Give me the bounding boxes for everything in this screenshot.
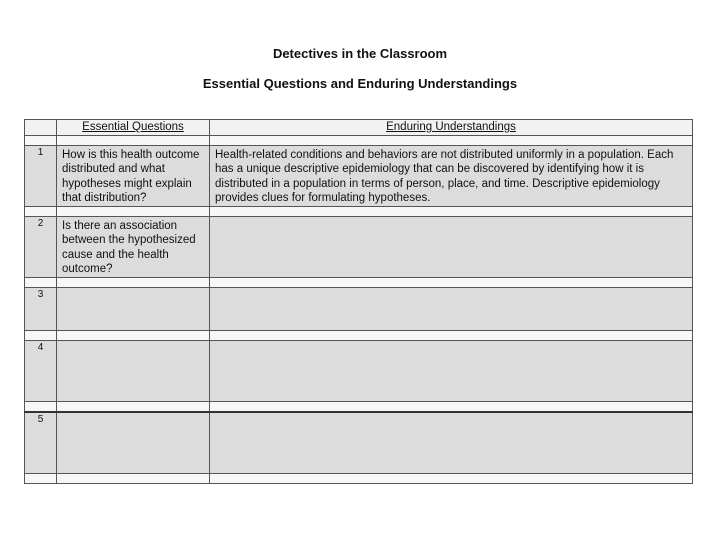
essential-question-cell: Is there an association between the hypothesized cause and the health outcome? (57, 216, 210, 277)
page-title: Detectives in the Classroom (272, 46, 448, 61)
header-essential-questions: Essential Questions (57, 120, 210, 136)
spacer-row (25, 473, 693, 483)
enduring-understanding-cell: Health-related conditions and behaviors are not distributed uniformly in a population. Each has a unique descriptive epidemiology that can be discovered by identifying how it is distributed in a population in terms of person, place, and time. Descriptive epidemiology provides clues for formulating hypotheses. (210, 145, 693, 206)
row-number: 2 (25, 216, 57, 277)
enduring-understanding-cell (210, 216, 693, 277)
essential-question-cell (57, 412, 210, 474)
table-row (25, 412, 693, 474)
essential-question-cell (57, 287, 210, 330)
table-row (25, 145, 693, 206)
enduring-understanding-cell (210, 412, 693, 474)
row-number: 4 (25, 340, 57, 401)
essential-question-cell (57, 340, 210, 401)
spacer-row (25, 135, 693, 145)
row-number: 5 (25, 412, 57, 474)
table-row (25, 216, 693, 277)
spacer-row (25, 277, 693, 287)
spacer-row (25, 330, 693, 340)
enduring-understanding-cell (210, 287, 693, 330)
spacer-row (25, 206, 693, 216)
questions-table (24, 119, 693, 484)
essential-question-cell: How is this health outcome distributed and what hypotheses might explain that distribution? (57, 145, 210, 206)
header-number-cell (25, 120, 57, 136)
row-number: 3 (25, 287, 57, 330)
table-row (25, 340, 693, 401)
header-enduring-understandings: Enduring Understandings (210, 120, 693, 136)
table-row (25, 287, 693, 330)
enduring-understanding-cell (210, 340, 693, 401)
table-header-row (25, 120, 693, 136)
row-number: 1 (25, 145, 57, 206)
page-subtitle: Essential Questions and Enduring Understandings (202, 76, 518, 91)
spacer-row (25, 401, 693, 412)
